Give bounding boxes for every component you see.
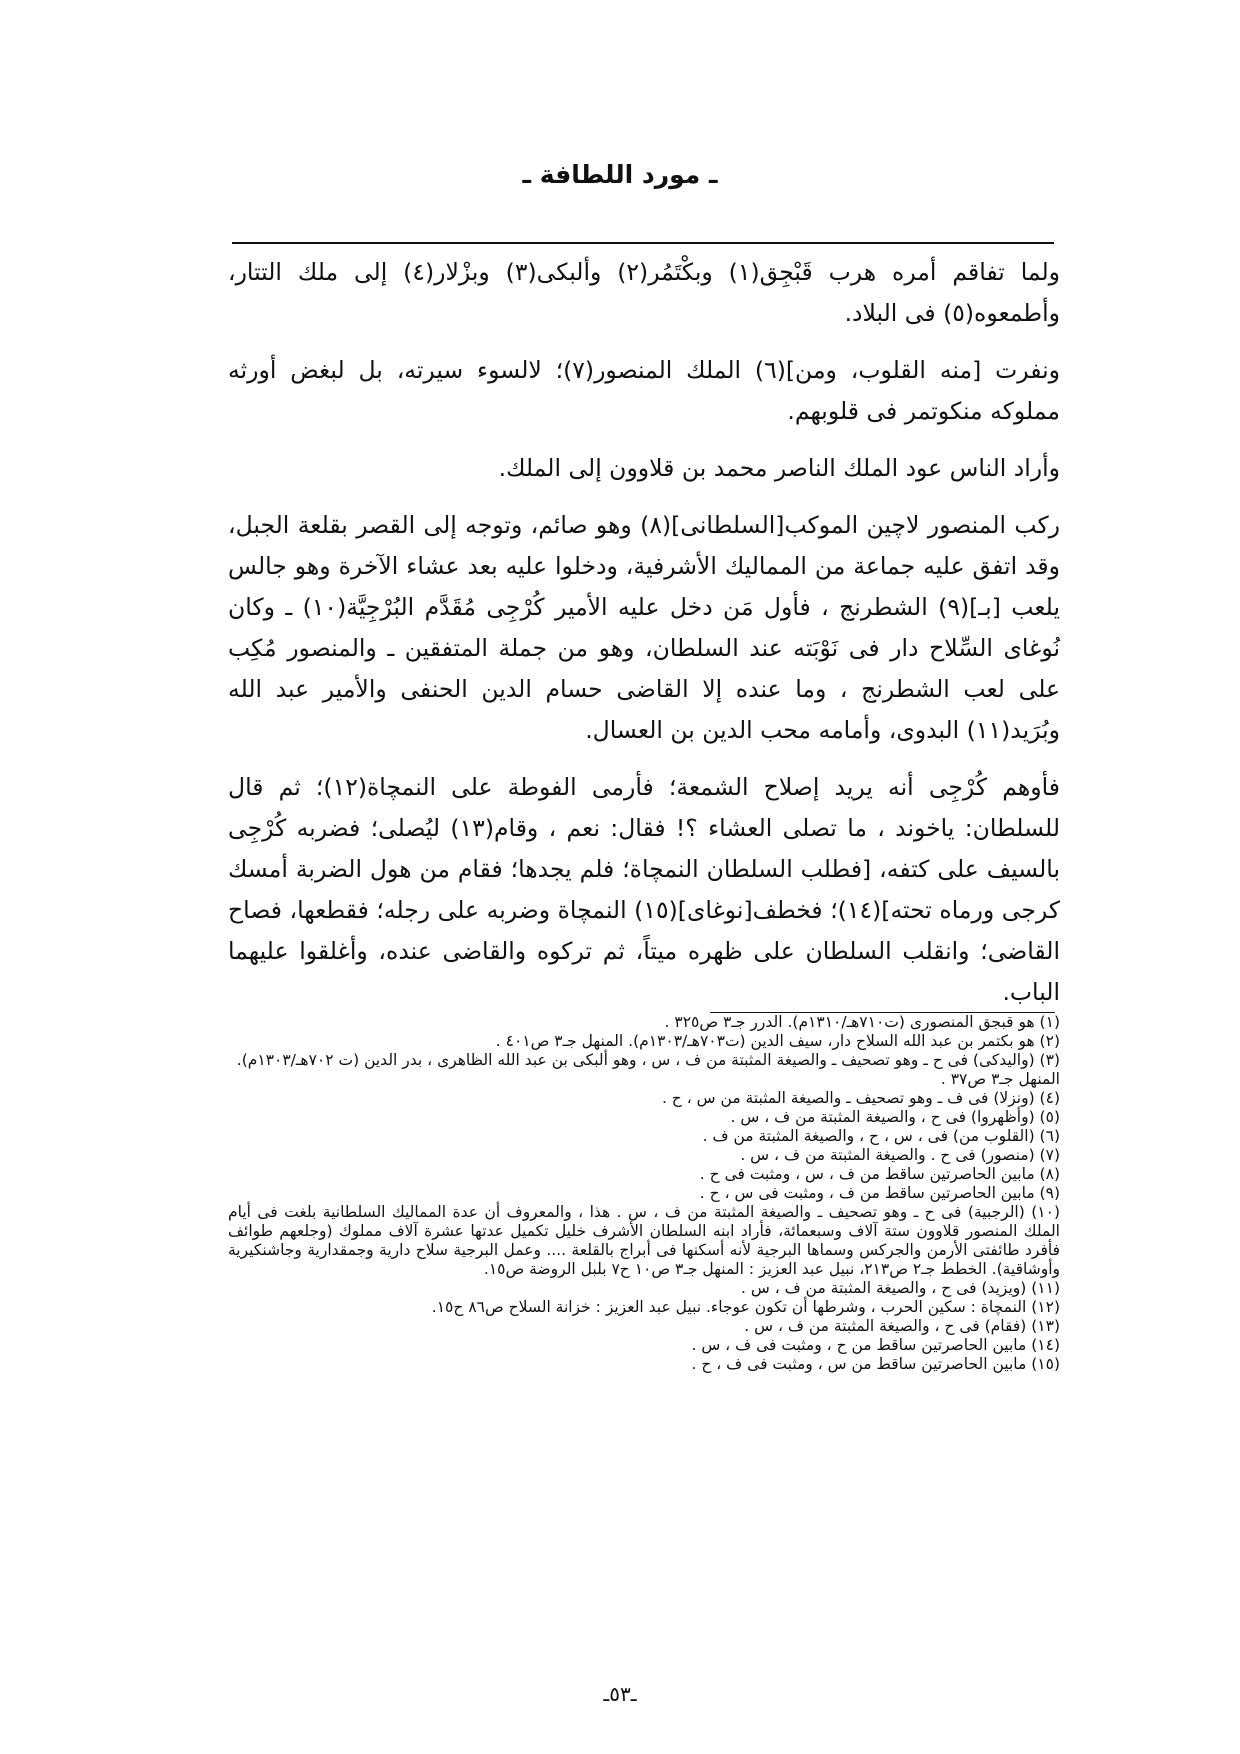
footnote: (١٢) النمچاة : سكين الحرب ، وشرطها أن تكون عوجاء. نبيل عبد العزيز : خزانة السلاح ص٨٦ ح١٥. <box>431 1298 1060 1316</box>
footnote: (١٤) مابين الحاصرتين ساقط من ح ، ومثبت فى ف ، س . <box>691 1336 1060 1354</box>
page-number: ـ٥٣ـ <box>603 1682 637 1706</box>
header-rule <box>232 242 1054 244</box>
footnote: (٥) (وأظهروا) فى ح ، والصيغة المثبتة من ف ، س . <box>730 1108 1060 1126</box>
footnote: (١١) (ويزيد) فى ح ، والصيغة المثبتة من ف ، س . <box>741 1279 1060 1297</box>
footnotes <box>228 1013 1060 1374</box>
footnote: (٢) هو بكتمر بن عبد الله السلاح دار، سيف الدين (ت٧٠٣هـ/١٣٠٣م). المنهل جـ٣ ص٤٠١ . <box>495 1032 1060 1050</box>
paragraph: فأوهم كُرْجِى أنه يريد إصلاح الشمعة؛ فأرمى الفوطة على النمچاة(١٢)؛ ثم قال للسلطان: ياخوند ، ما تصلى العشاء ؟! فقال: نعم ، وقام(١٣) ليُصلى؛ فضربه كُرْجِى بالسيف على كتفه، [فطلب السلطان النمچاة؛ فلم يجدها؛ فقام من هول الضربة أمسك كرجى ورماه تحته](١٤)؛ فخطف[نوغاى](١٥) النمچاة وضربه على رجله؛ فقطعها، فصاح القاضى؛ وانقلب السلطان على ظهره ميتاً، ثم تركوه والقاضى عنده، وأغلقوا عليهما الباب. <box>228 773 1061 1006</box>
paragraph: ولما تفاقم أمره هرب قَبْجِق(١) وبكْتَمُر(٢) وألبكى(٣) وبزْلار(٤) إلى ملك التتار، وأطمعوه(٥) فى البلاد. <box>228 258 1060 327</box>
footnote: (١) هو قبجق المنصورى (ت٧١٠هـ/١٣١٠م). الدرر جـ٣ ص٣٢٥ . <box>664 1013 1060 1031</box>
footnote: (٣) (واليدكى) فى ح ـ وهو تصحيف ـ والصيغة المثبتة من ف ، س ، وهو ألبكى بن عبد الله الظاهرى ، بدر الدين (ت ٧٠٢هـ/١٣٠٣م). المنهل جـ٣ ص٣٧ . <box>236 1051 1060 1088</box>
main-text <box>228 252 1060 1023</box>
footnote: (٤) (ونزلا) فى ف ـ وهو تصحيف ـ والصيغة المثبتة من س ، ح . <box>661 1089 1060 1107</box>
paragraph: ونفرت [منه القلوب، ومن](٦) الملك المنصور(٧)؛ لالسوء سيرته، بل لبغض أورثه مملوكه منكوتمر فى قلوبهم. <box>228 356 1061 425</box>
footnote: (١٣) (فقام) فى ح ، والصيغة المثبتة من ف ، س . <box>744 1317 1060 1335</box>
footnote: (٨) مابين الحاصرتين ساقط من ف ، س ، ومثبت فى ح . <box>699 1165 1060 1183</box>
footnote: (١٠) (الرجبية) فى ح ـ وهو تصحيف ـ والصيغة المثبتة من ف ، س . هذا ، والمعروف أن عدة المماليك السلطانية بلغت فى أيام الملك المنصور قلاوون ستة آلاف وسبعمائة، فأراد ابنه السلطان الأشرف خليل تكميل عدتها عشرة آلاف مملوك (وجلعهم طوائف فأفرد طائفتى الأرمن والجركس وسماها البرجية لأنه أسكنها فى أبراج بالقلعة .... وعمل البرجية سلاح دارية وجمقدارية وجاشنكيرية وأوشاقية). الخطط جـ٢ ص٢١٣، نبيل عبد العزيز : المنهل جـ٣ ص١٠ ح٧ بلبل الروضة ص١٥. <box>228 1203 1060 1278</box>
footnote: (٧) (منصور) فى ح . والصيغة المثبتة من ف ، س . <box>740 1146 1060 1164</box>
paragraph: ركب المنصور لاچين الموكب[السلطانى](٨) وهو صائم، وتوجه إلى القصر بقلعة الجبل، وقد اتفق عليه جماعة من المماليك الأشرفية، ودخلوا عليه بعد عشاء الآخرة وهو جالس يلعب [بـ](٩) الشطرنج ، فأول مَن دخل عليه الأمير كُرْجِى مُقَدَّم البُرْجِيَّة(١٠) ـ وكان نُوغاى السِّلاح دار فى نَوْبَته عند السلطان، وهو من جملة المتفقين ـ والمنصور مُكِب على لعب الشطرنج ، وما عنده إلا القاضى حسام الدين الحنفى والأمير عبد الله وبُرَيد(١١) البدوى، وأمامه محب الدين بن العسال. <box>228 511 1060 744</box>
running-head: ـ مورد اللطافة ـ <box>522 160 718 189</box>
footnote: (٦) (القلوب من) فى ، س ، ح ، والصيغة المثبتة من ف . <box>702 1127 1060 1145</box>
footnote: (١٥) مابين الحاصرتين ساقط من س ، ومثبت فى ف ، ح . <box>691 1355 1060 1373</box>
footnote: (٩) مابين الحاصرتين ساقط من ف ، ومثبت فى س ، ح . <box>699 1184 1060 1202</box>
paragraph: وأراد الناس عود الملك الناصر محمد بن قلاوون إلى الملك. <box>498 454 1060 482</box>
